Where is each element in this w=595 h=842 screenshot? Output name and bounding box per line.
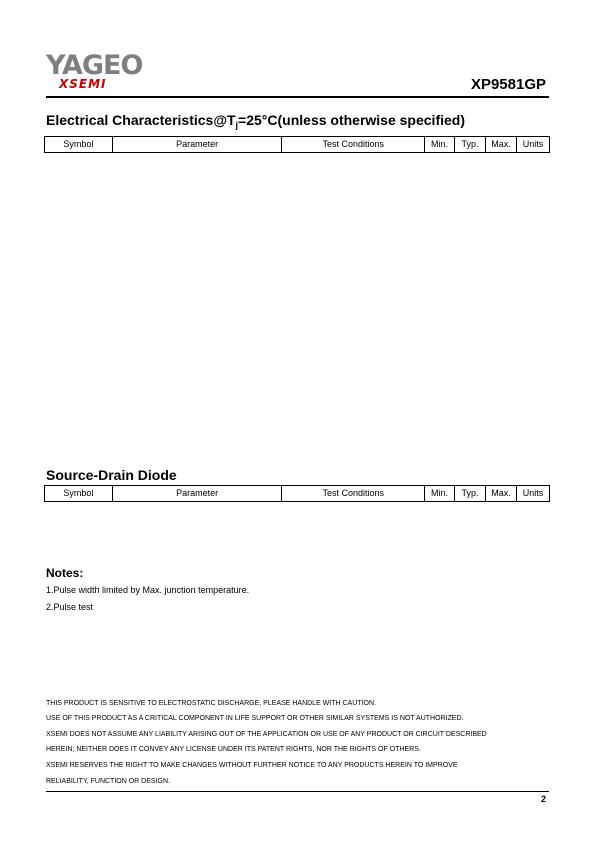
- table-header-row: Symbol Parameter Test Conditions Min. Typ. Max. Units: [45, 137, 550, 153]
- disclaimer-line: RELIABILITY, FUNCTION OR DESIGN.: [46, 778, 170, 785]
- header-rule: [46, 96, 549, 98]
- disclaimer-line: XSEMI DOES NOT ASSUME ANY LIABILITY ARISING OUT OF THE APPLICATION OR USE OF ANY PRODUCT OR CIRCUIT DESCRIBED: [46, 731, 487, 738]
- table-header-row: Symbol Parameter Test Conditions Min. Typ. Max. Units: [45, 486, 550, 502]
- footer-rule: [46, 791, 549, 792]
- section-title-electrical: Electrical $Characteristics@T_j=25^\circ C(unless$ otherwise specified): [46, 112, 465, 130]
- section-title-diode: Source-Drain Diode: [46, 467, 177, 483]
- source-drain-diode-table: [44, 485, 550, 502]
- disclaimer-line: HEREIN; NEITHER DOES IT CONVEY ANY LICENSE UNDER ITS PATENT RIGHTS, NOR THE RIGHTS OF OTHERS.: [46, 746, 421, 753]
- disclaimer-line: XSEMI RESERVES THE RIGHT TO MAKE CHANGES WITHOUT FURTHER NOTICE TO ANY PRODUCTS HEREIN TO IMPROVE: [46, 762, 458, 769]
- company-sublogo: XSEMI: [59, 77, 107, 91]
- company-logo: YAGEO: [46, 50, 143, 81]
- page-number: 2: [540, 794, 546, 804]
- note-item: 2.Pulse test: [46, 602, 94, 612]
- note-item: 1.Pulse width limited by Max. junction temperature.: [46, 585, 250, 595]
- notes-title: Notes:: [46, 566, 84, 580]
- part-number: XP9581GP: [470, 76, 546, 93]
- electrical-characteristics-table: [44, 136, 550, 153]
- disclaimer-line: USE OF THIS PRODUCT AS A CRITICAL COMPONENT IN LIFE SUPPORT OR OTHER SIMILAR SYSTEMS IS NOT AUTHORIZED.: [46, 715, 464, 722]
- disclaimer-line: THIS PRODUCT IS SENSITIVE TO ELECTROSTATIC DISCHARGE, PLEASE HANDLE WITH CAUTION.: [46, 700, 376, 707]
